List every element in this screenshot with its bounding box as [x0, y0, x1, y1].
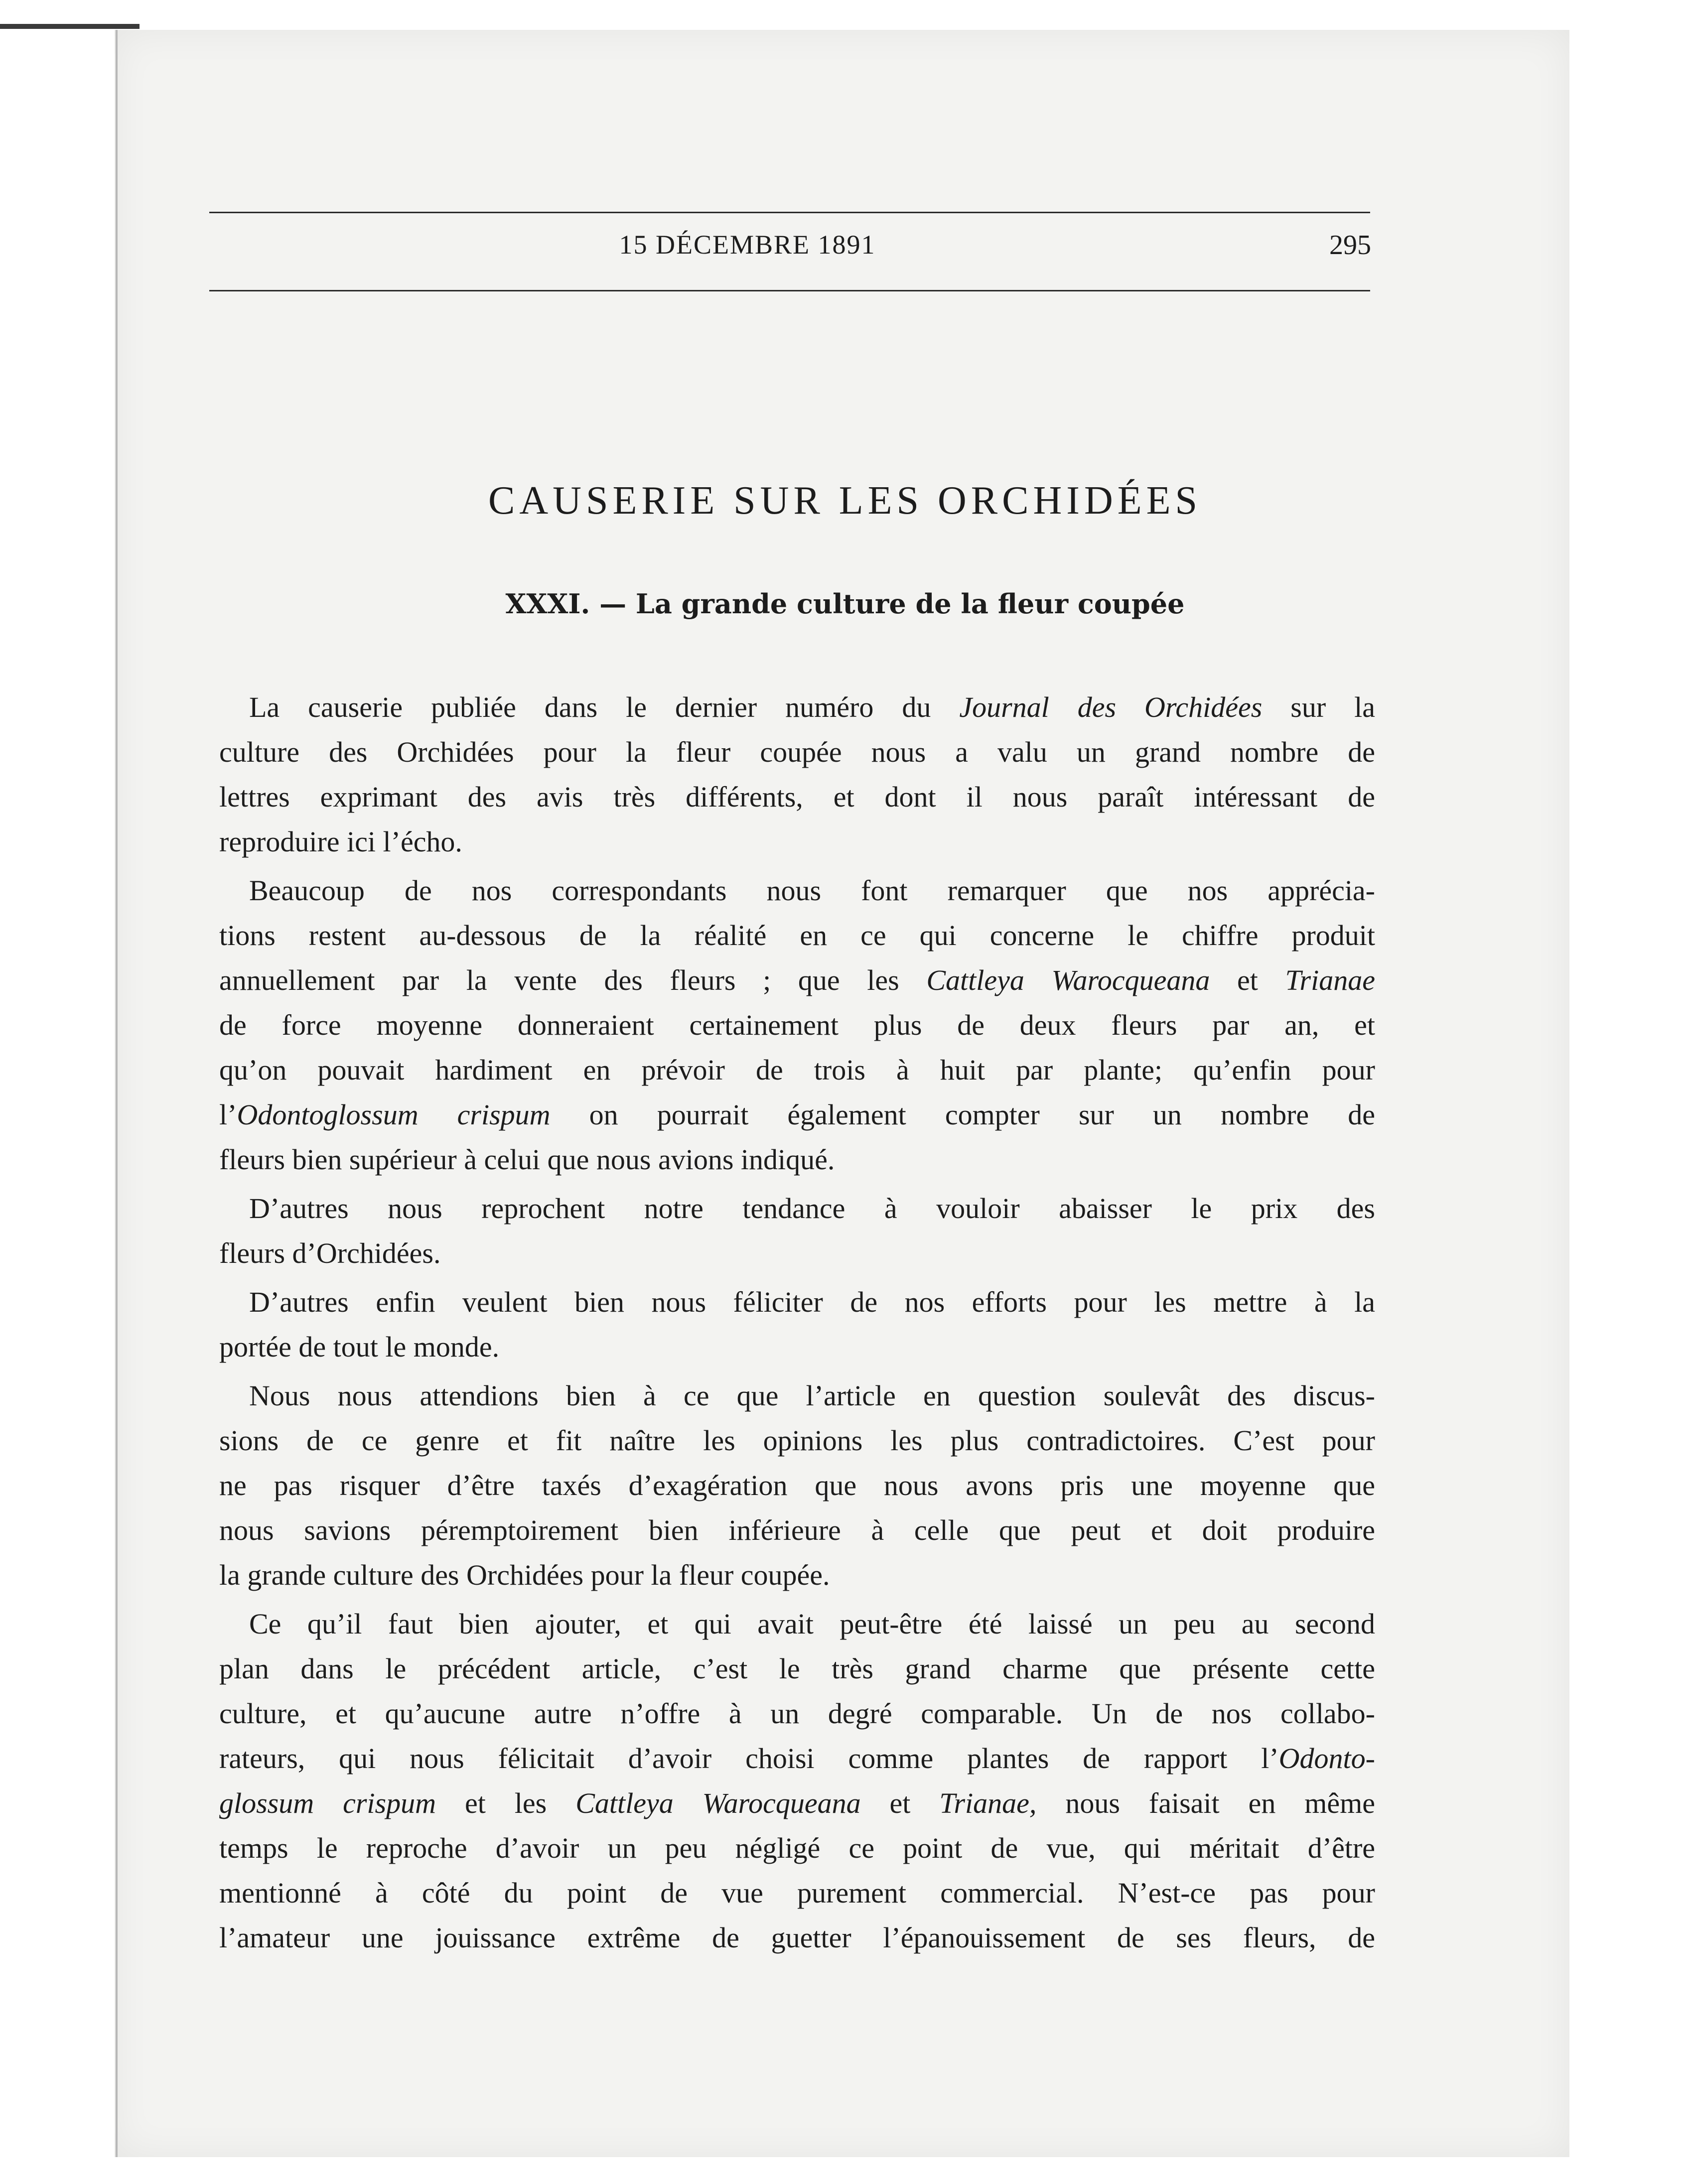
paragraph — [219, 1602, 1375, 1960]
text-segment: et — [860, 1787, 940, 1819]
running-header-date: 15 DÉCEMBRE 1891 — [619, 230, 876, 260]
scan-edge-top — [0, 24, 140, 29]
text-line — [219, 1463, 1375, 1508]
paragraph — [219, 1280, 1375, 1369]
text-segment: reproduire ici l’écho. — [219, 825, 462, 858]
text-segment: et les — [436, 1787, 576, 1819]
text-line — [219, 1691, 1375, 1736]
text-line — [219, 1186, 1375, 1231]
article-subtitle: XXXI. — La grande culture de la fleur coupée — [505, 588, 1185, 620]
italic-text: Cattleya Warocqueana — [926, 964, 1210, 996]
paragraph-gap — [219, 864, 1375, 868]
text-segment: l’amateur une jouissance extrême de guetter l’épanouissement de ses fleurs, de — [219, 1921, 1375, 1954]
text-line — [219, 1418, 1375, 1463]
text-segment: et — [1210, 964, 1285, 996]
text-line — [219, 958, 1375, 1003]
paragraph — [219, 1186, 1375, 1276]
italic-text: Journal des Orchidées — [959, 691, 1263, 723]
text-segment: l’ — [219, 1098, 237, 1131]
text-line — [219, 1602, 1375, 1646]
header-rule-bottom — [209, 290, 1370, 291]
italic-text: Trianae — [1285, 964, 1375, 996]
text-segment: tions restent au-dessous de la réalité en ce qui concerne le chiffre produit — [219, 919, 1375, 952]
text-line — [219, 1003, 1375, 1048]
text-line — [219, 1092, 1375, 1137]
text-segment: qu’on pouvait hardiment en prévoir de trois à huit par plante; qu’enfin pour — [219, 1054, 1375, 1086]
text-segment: culture des Orchidées pour la fleur coupée nous a valu un grand nombre de — [219, 736, 1375, 768]
text-segment: nous faisait en même — [1036, 1787, 1375, 1819]
paragraph-gap — [219, 1598, 1375, 1602]
text-line — [219, 819, 1375, 864]
text-line — [219, 1508, 1375, 1553]
text-segment: temps le reproche d’avoir un peu négligé ce point de vue, qui méritait d’être — [219, 1832, 1375, 1864]
header-rule-top — [209, 212, 1370, 213]
text-line — [219, 1373, 1375, 1418]
text-line — [219, 1137, 1375, 1182]
italic-text: glossum crispum — [219, 1787, 436, 1819]
article-body — [219, 685, 1375, 1960]
text-line — [219, 775, 1375, 819]
text-line — [219, 1871, 1375, 1915]
text-segment: on pourrait également compter sur un nombre de — [550, 1098, 1375, 1131]
text-segment: fleurs bien supérieur à celui que nous avions indiqué. — [219, 1143, 835, 1176]
text-line — [219, 913, 1375, 958]
text-segment: portée de tout le monde. — [219, 1331, 500, 1363]
paragraph — [219, 868, 1375, 1182]
text-line — [219, 730, 1375, 775]
paragraph-gap — [219, 1182, 1375, 1186]
paragraph — [219, 685, 1375, 864]
article-title: CAUSERIE SUR LES ORCHIDÉES — [488, 479, 1202, 523]
text-segment: plan dans le précédent article, c’est le très grand charme que présente cette — [219, 1652, 1375, 1685]
italic-text: Cattleya Warocqueana — [575, 1787, 861, 1819]
text-segment: D’autres nous reprochent notre tendance à vouloir abaisser le prix des — [249, 1192, 1375, 1225]
text-line — [219, 1325, 1375, 1369]
text-segment: Nous nous attendions bien à ce que l’article en question soulevât des discus- — [249, 1379, 1375, 1412]
text-segment: la grande culture des Orchidées pour la fleur coupée. — [219, 1559, 830, 1591]
text-line — [219, 1781, 1375, 1826]
text-line — [219, 1915, 1375, 1960]
text-line — [219, 1736, 1375, 1781]
text-segment: nous savions péremptoirement bien inférieure à celle que peut et doit produire — [219, 1514, 1375, 1546]
scan-edge-left — [116, 30, 118, 2157]
text-segment: culture, et qu’aucune autre n’offre à un degré comparable. Un de nos collabo- — [219, 1697, 1375, 1730]
paragraph-gap — [219, 1276, 1375, 1280]
text-segment: D’autres enfin veulent bien nous féliciter de nos efforts pour les mettre à la — [249, 1286, 1375, 1318]
text-segment: Ce qu’il faut bien ajouter, et qui avait peut-être été laissé un peu au second — [249, 1608, 1375, 1640]
text-segment: lettres exprimant des avis très différents, et dont il nous paraît intéressant de — [219, 781, 1375, 813]
text-line — [219, 1048, 1375, 1092]
text-segment: rateurs, qui nous félicitait d’avoir choisi comme plantes de rapport l’ — [219, 1742, 1279, 1774]
text-segment: de force moyenne donneraient certainement plus de deux fleurs par an, et — [219, 1009, 1375, 1041]
italic-text: Odontoglossum crispum — [237, 1098, 551, 1131]
text-line — [219, 685, 1375, 730]
text-line — [219, 1646, 1375, 1691]
text-segment: annuellement par la vente des fleurs ; que les — [219, 964, 927, 996]
text-line — [219, 1553, 1375, 1598]
text-segment: sions de ce genre et fit naître les opinions les plus contradictoires. C’est pour — [219, 1424, 1375, 1457]
paragraph-gap — [219, 1369, 1375, 1373]
text-line — [219, 1280, 1375, 1325]
text-segment: sur la — [1262, 691, 1375, 723]
text-line — [219, 1826, 1375, 1871]
text-segment: fleurs d’Orchidées. — [219, 1237, 441, 1269]
text-segment: ne pas risquer d’être taxés d’exagération que nous avons pris une moyenne que — [219, 1469, 1375, 1502]
text-line — [219, 868, 1375, 913]
text-segment: La causerie publiée dans le dernier numéro du — [249, 691, 960, 723]
text-segment: mentionné à côté du point de vue purement commercial. N’est-ce pas pour — [219, 1877, 1375, 1909]
text-line — [219, 1231, 1375, 1276]
page-number: 295 — [1329, 230, 1371, 261]
paragraph — [219, 1373, 1375, 1598]
italic-text: Odonto- — [1278, 1742, 1375, 1774]
text-segment: Beaucoup de nos correspondants nous font remarquer que nos apprécia- — [249, 874, 1375, 907]
italic-text: Trianae, — [939, 1787, 1037, 1819]
